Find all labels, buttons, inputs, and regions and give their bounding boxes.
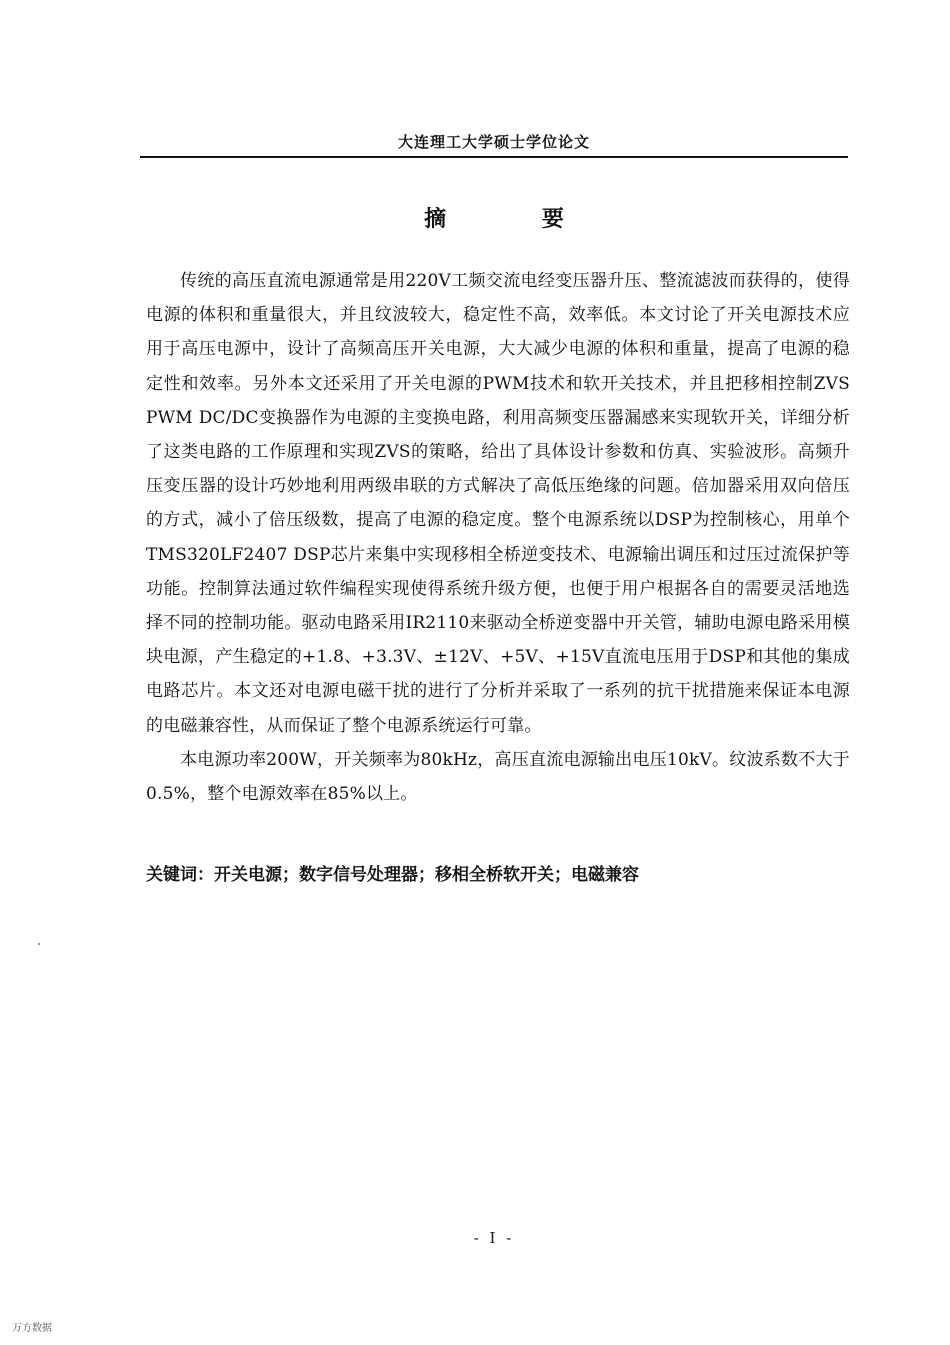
header-rule: [140, 156, 848, 158]
abstract-title: 摘 要: [424, 207, 608, 232]
keywords-value: 开关电源；数字信号处理器；移相全桥软开关；电磁兼容: [214, 865, 639, 885]
page-number: - I -: [473, 1229, 515, 1247]
abstract-paragraph-2: 本电源功率200W，开关频率为80kHz，高压直流电源输出电压10kV。纹波系数不大于0.5%，整个电源效率在85%以上。: [146, 749, 850, 805]
abstract-body: [146, 264, 850, 811]
scan-speck: [38, 943, 40, 945]
running-header: 大连理工大学硕士学位论文: [397, 133, 590, 151]
keywords-label: 关键词：: [146, 865, 214, 885]
abstract-paragraph-1: 传统的高压直流电源通常是用220V工频交流电经变压器升压、整流滤波而获得的，使得电源的体积和重量很大，并且纹波较大，稳定性不高，效率低。本文讨论了开关电源技术应用于高压电源中，设计了高频高压开关电源，大大减少电源的体积和重量，提高了电源的稳定性和效率。另外本文还采用了开关电源的PWM技术和软开关技术，并且把移相控制ZVS PWM DC/DC变换器作为电源的主变换电路，利用高频变压器漏感来实现软开关，详细分析了这类电路的工作原理和实现ZVS的策略，给出了具体设计参数和仿真、实验波形。高频升压变压器的设计巧妙地利用两级串联的方式解决了高低压绝缘的问题。倍加器采用双向倍压的方式，减小了倍压级数，提高了电源的稳定度。整个电源系统以DSP为控制核心，用单个TMS320LF2407 DSP芯片来集中实现移相全桥逆变技术、电源输出调压和过压过流保护等功能。控制算法通过软件编程实现使得系统升级方便，也便于用户根据各自的需要灵活地选择不同的控制功能。驱动电路采用IR2110来驱动全桥逆变器中开关管，辅助电源电路采用模块电源，产生稳定的+1.8、+3.3V、±12V、+5V、+15V直流电压用于DSP和其他的集成电路芯片。本文还对电源电磁干扰的进行了分析并采取了一系列的抗干扰措施来保证本电源的电磁兼容性，从而保证了整个电源系统运行可靠。: [146, 271, 850, 736]
watermark: 万方数据: [12, 1323, 52, 1334]
keywords-line: [146, 860, 850, 890]
